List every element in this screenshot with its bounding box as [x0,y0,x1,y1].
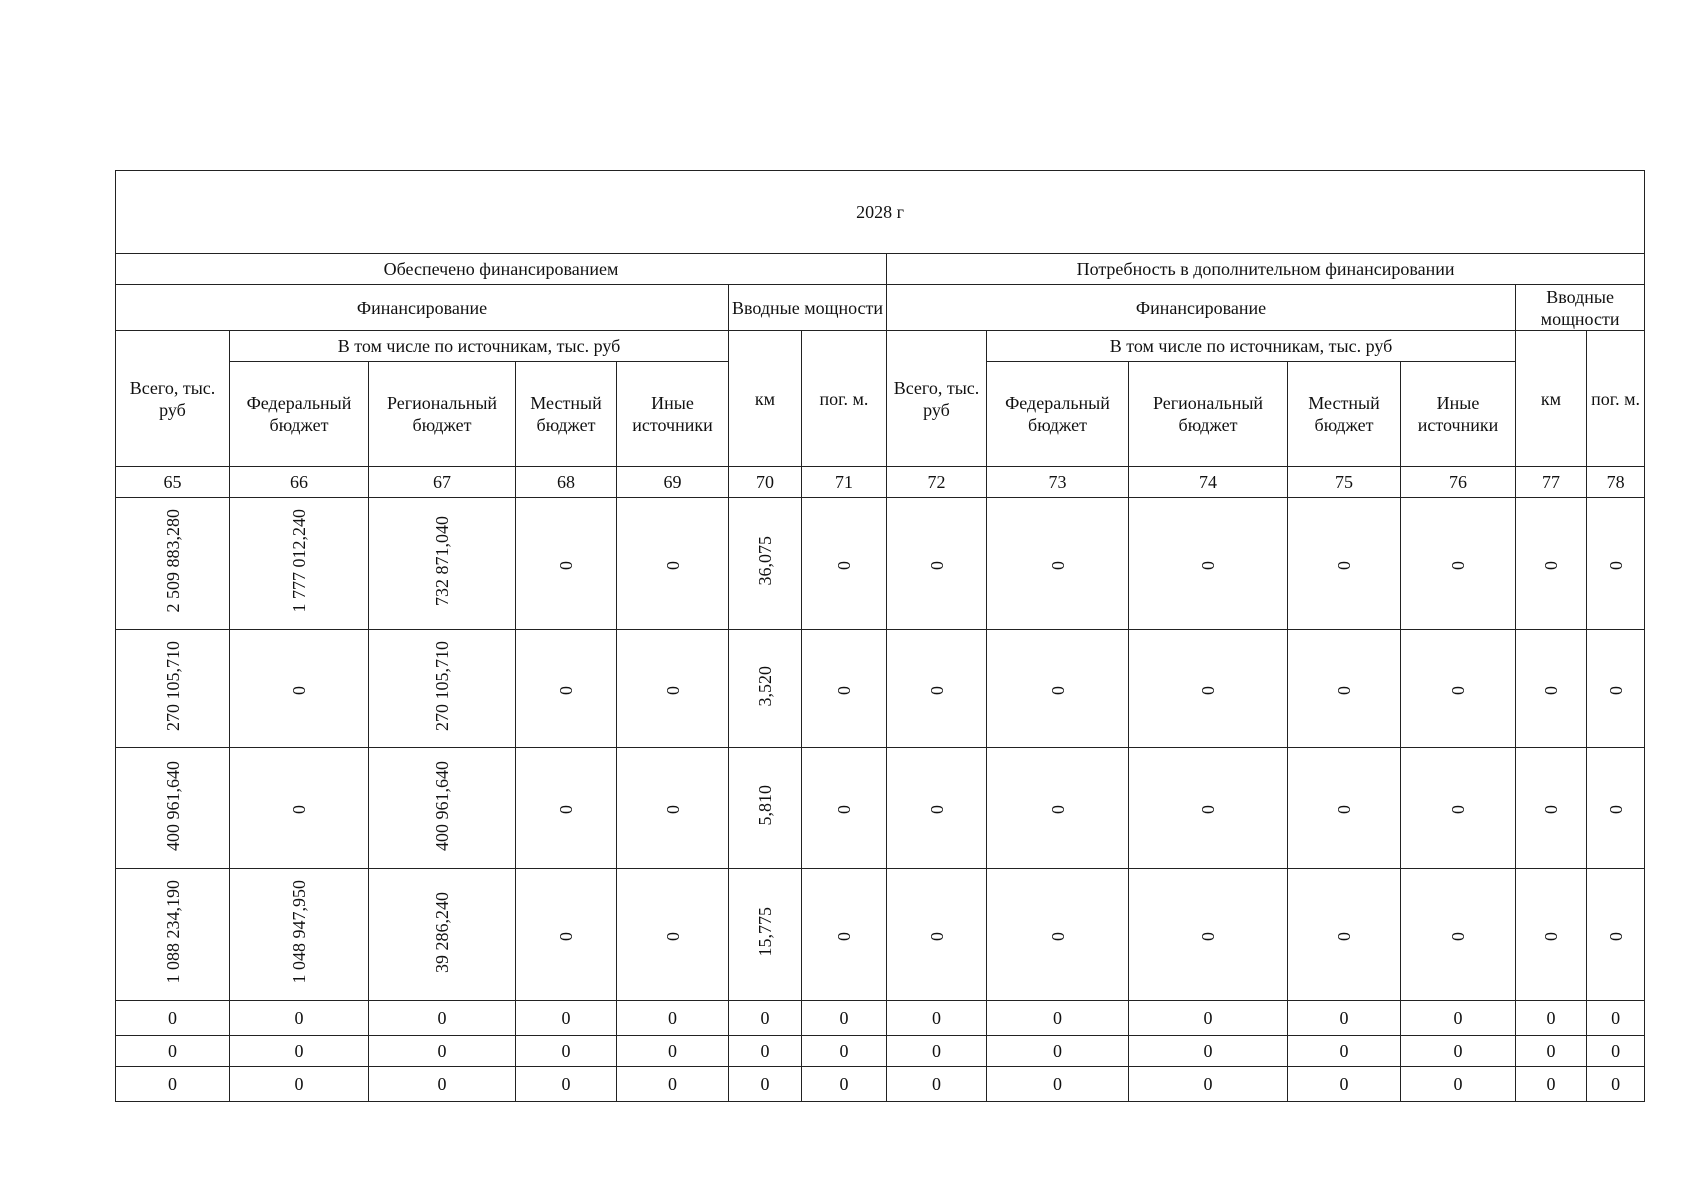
cell-value: 732 871,040 [432,516,452,606]
total-header: Всего, тыс. руб [116,331,230,467]
table-row [116,869,1645,1001]
by-sources-header: В том числе по источникам, тыс. руб [230,331,729,362]
secured-section-header: Обеспечено финансированием [116,254,887,285]
cell-value: 0 [168,1008,177,1028]
table-cell-a-pog [1587,1036,1645,1067]
cell-value: 0 [839,1008,849,1028]
table-cell-a-other [1401,748,1516,869]
cell-value: 0 [1541,931,1561,941]
pog-header-additional: пог. м. [1587,331,1645,467]
table-cell-pog [802,869,887,1001]
table-cell-local [516,630,617,748]
table-cell-a-regional [1129,748,1288,869]
table-cell-a-km [1516,498,1587,630]
cell-value: 1 777 012,240 [289,509,309,613]
cell-value: 0 [1334,560,1354,570]
cell-value: 0 [1339,1074,1349,1094]
table-cell-total [116,498,230,630]
cell-value: 0 [1198,560,1218,570]
table-cell-total [116,869,230,1001]
table-cell-km [729,748,802,869]
table-cell-a-total [887,1001,987,1036]
cell-value: 0 [437,1041,447,1061]
cell-value: 0 [1546,1074,1556,1094]
table-cell-local [516,1001,617,1036]
table-row [116,1001,1645,1036]
cell-value: 0 [1448,685,1468,695]
table-cell-a-federal [987,630,1129,748]
cell-value: 0 [1605,805,1626,814]
cell-value: 0 [1053,1074,1062,1094]
table-cell-a-total [887,630,987,748]
table-row [116,1067,1645,1102]
cell-value: 0 [662,560,683,570]
cell-value: 0 [839,1074,849,1094]
column-number: 74 [1129,467,1288,498]
table-cell-a-federal [987,1036,1129,1067]
table-cell-pog [802,1067,887,1102]
table-cell-a-local [1288,498,1401,630]
cell-value: 0 [1448,805,1468,814]
other-header: Иные источники [617,362,729,467]
table-cell-a-other [1401,630,1516,748]
cell-value: 0 [1453,1008,1463,1028]
column-number: 73 [987,467,1129,498]
cell-value: 0 [1611,1074,1621,1094]
cell-value: 0 [1448,560,1468,570]
table-cell-a-total [887,498,987,630]
cell-value: 0 [1203,1041,1213,1061]
cell-value: 0 [1541,685,1561,695]
federal-header: Федеральный бюджет [230,362,369,467]
table-cell-other [617,1036,729,1067]
cell-value: 0 [561,1074,571,1094]
table-cell-a-pog [1587,498,1645,630]
table-cell-federal [230,1036,369,1067]
cell-value: 0 [437,1074,447,1094]
cell-value: 0 [932,1041,941,1061]
table-cell-a-km [1516,748,1587,869]
cell-value: 0 [760,1008,770,1028]
table-cell-a-other [1401,869,1516,1001]
table-cell-other [617,748,729,869]
table-cell-pog [802,630,887,748]
table-cell-a-pog [1587,1001,1645,1036]
column-number: 65 [116,467,230,498]
cell-value: 0 [1047,931,1068,941]
column-number: 76 [1401,467,1516,498]
table-cell-a-total [887,748,987,869]
cell-value: 5,810 [755,785,775,826]
table-cell-federal [230,748,369,869]
cell-value: 0 [1053,1008,1062,1028]
cell-value: 39 286,240 [432,891,452,973]
cell-value: 36,075 [755,536,775,586]
table-cell-federal [230,1067,369,1102]
cell-value: 0 [561,1041,571,1061]
table-cell-regional [369,1001,516,1036]
table-cell-a-pog [1587,1067,1645,1102]
cell-value: 0 [1047,560,1068,570]
table-cell-a-km [1516,869,1587,1001]
cell-value: 0 [1334,685,1354,695]
capacity-header: Вводные мощности [729,285,887,331]
cell-value: 400 961,640 [162,760,183,851]
cell-value: 0 [1611,1008,1621,1028]
table-cell-km [729,498,802,630]
table-cell-regional [369,869,516,1001]
cell-value: 0 [1605,685,1626,695]
table-cell-km [729,1001,802,1036]
table-cell-a-pog [1587,748,1645,869]
cell-value: 0 [556,560,576,570]
table-cell-a-regional [1129,1067,1288,1102]
table-cell-pog [802,1001,887,1036]
cell-value: 0 [1047,805,1068,814]
column-number: 75 [1288,467,1401,498]
table-cell-a-regional [1129,1001,1288,1036]
table-cell-total [116,630,230,748]
year-header: 2028 г [116,171,1645,254]
cell-value: 0 [1448,931,1468,941]
table-cell-regional [369,1067,516,1102]
financing-header-additional: Финансирование [887,285,1516,331]
total-header-additional: Всего, тыс. руб [887,331,987,467]
cell-value: 3,520 [755,665,775,707]
table-cell-km [729,1036,802,1067]
local-header-additional: Местный бюджет [1288,362,1401,467]
cell-value: 400 961,640 [432,760,452,851]
cell-value: 0 [1334,805,1354,814]
regional-header-additional: Региональный бюджет [1129,362,1288,467]
table-cell-local [516,869,617,1001]
cell-value: 0 [760,1074,770,1094]
table-cell-federal [230,869,369,1001]
table-cell-other [617,630,729,748]
column-number: 72 [887,467,987,498]
table-cell-a-local [1288,630,1401,748]
cell-value: 0 [926,805,947,814]
cell-value: 270 105,710 [432,641,452,731]
table-cell-a-other [1401,1001,1516,1036]
data-rows [116,498,1645,1102]
cell-value: 0 [1198,805,1218,814]
cell-value: 0 [289,685,309,695]
table-cell-a-local [1288,1001,1401,1036]
cell-value: 0 [556,685,576,695]
cell-value: 270 105,710 [162,641,183,731]
table-cell-local [516,1036,617,1067]
table-cell-a-pog [1587,869,1645,1001]
column-number: 69 [617,467,729,498]
cell-value: 0 [1546,1008,1556,1028]
cell-value: 0 [1541,560,1561,570]
cell-value: 0 [1203,1008,1213,1028]
column-number: 71 [802,467,887,498]
by-sources-header-additional: В том числе по источникам, тыс. руб [987,331,1516,362]
table-cell-a-local [1288,869,1401,1001]
pog-header: пог. м. [802,331,887,467]
cell-value: 0 [1334,931,1354,941]
table-cell-km [729,630,802,748]
table-cell-federal [230,630,369,748]
table-cell-regional [369,630,516,748]
column-number: 67 [369,467,516,498]
table-cell-a-regional [1129,1036,1288,1067]
cell-value: 0 [834,931,854,941]
table-cell-total [116,1067,230,1102]
cell-value: 0 [1611,1041,1621,1061]
table-cell-km [729,1067,802,1102]
cell-value: 0 [668,1041,677,1061]
table-cell-regional [369,748,516,869]
table-cell-a-other [1401,498,1516,630]
cell-value: 2 509 883,280 [162,509,183,613]
table-cell-a-total [887,1067,987,1102]
column-number: 78 [1587,467,1645,498]
table-cell-other [617,869,729,1001]
km-header: км [729,331,802,467]
table-cell-a-local [1288,1036,1401,1067]
column-number: 68 [516,467,617,498]
financing-table [115,170,1645,1102]
table-cell-regional [369,498,516,630]
cell-value: 1 088 234,190 [162,880,183,984]
table-cell-a-total [887,1036,987,1067]
cell-value: 0 [1546,1041,1556,1061]
federal-header-additional: Федеральный бюджет [987,362,1129,467]
cell-value: 0 [1198,685,1218,695]
table-cell-a-regional [1129,869,1288,1001]
cell-value: 0 [834,560,854,570]
table-cell-a-local [1288,748,1401,869]
table-cell-total [116,1036,230,1067]
cell-value: 0 [662,685,683,695]
cell-value: 0 [760,1041,770,1061]
cell-value: 0 [834,685,854,695]
table-cell-other [617,1067,729,1102]
cell-value: 0 [294,1074,304,1094]
cell-value: 0 [289,805,309,814]
column-number: 77 [1516,467,1587,498]
table-cell-a-federal [987,498,1129,630]
capacity-header-additional: Вводные мощности [1516,285,1645,331]
cell-value: 0 [556,805,576,814]
cell-value: 0 [1453,1041,1463,1061]
cell-value: 0 [168,1074,177,1094]
cell-value: 0 [1605,560,1626,570]
cell-value: 0 [1453,1074,1463,1094]
financing-header: Финансирование [116,285,729,331]
cell-value: 0 [561,1008,571,1028]
table-cell-a-local [1288,1067,1401,1102]
cell-value: 0 [926,931,947,941]
table-cell-other [617,498,729,630]
table-cell-km [729,869,802,1001]
cell-value: 1 048 947,950 [289,880,309,984]
local-header: Местный бюджет [516,362,617,467]
cell-value: 0 [1047,685,1068,695]
table-cell-a-regional [1129,630,1288,748]
cell-value: 0 [294,1008,304,1028]
table-cell-a-pog [1587,630,1645,748]
cell-value: 0 [1053,1041,1062,1061]
table-cell-federal [230,1001,369,1036]
table-cell-local [516,498,617,630]
cell-value: 0 [668,1074,677,1094]
cell-value: 0 [1339,1008,1349,1028]
table-cell-a-other [1401,1036,1516,1067]
cell-value: 0 [926,560,947,570]
cell-value: 0 [1541,805,1561,814]
table-cell-a-federal [987,1067,1129,1102]
table-cell-local [516,748,617,869]
table-cell-a-regional [1129,498,1288,630]
table-cell-federal [230,498,369,630]
table-cell-local [516,1067,617,1102]
table-cell-a-federal [987,748,1129,869]
column-number: 66 [230,467,369,498]
cell-value: 0 [437,1008,447,1028]
cell-value: 0 [662,805,683,814]
table-cell-a-km [1516,1067,1587,1102]
table-cell-regional [369,1036,516,1067]
table-cell-total [116,748,230,869]
cell-value: 0 [932,1008,941,1028]
table-cell-a-km [1516,1036,1587,1067]
cell-value: 0 [1198,931,1218,941]
cell-value: 0 [932,1074,941,1094]
table-cell-pog [802,498,887,630]
table-cell-a-federal [987,869,1129,1001]
additional-section-header: Потребность в дополнительном финансировании [887,254,1645,285]
table-cell-a-km [1516,630,1587,748]
table-cell-a-km [1516,1001,1587,1036]
cell-value: 0 [556,931,576,941]
cell-value: 0 [294,1041,304,1061]
column-numbers-row [116,467,1645,498]
cell-value: 0 [926,685,947,695]
cell-value: 0 [834,805,854,814]
table-cell-pog [802,748,887,869]
cell-value: 15,775 [755,907,775,957]
cell-value: 0 [1203,1074,1213,1094]
cell-value: 0 [662,931,683,941]
column-number: 70 [729,467,802,498]
table-cell-total [116,1001,230,1036]
cell-value: 0 [668,1008,677,1028]
table-row [116,498,1645,630]
cell-value: 0 [1339,1041,1349,1061]
other-header-additional: Иные источники [1401,362,1516,467]
table-cell-pog [802,1036,887,1067]
table-cell-other [617,1001,729,1036]
table-row [116,1036,1645,1067]
cell-value: 0 [168,1041,177,1061]
cell-value: 0 [839,1041,849,1061]
table-row [116,748,1645,869]
cell-value: 0 [1605,931,1626,941]
km-header-additional: км [1516,331,1587,467]
table-cell-a-other [1401,1067,1516,1102]
table-row [116,630,1645,748]
regional-header: Региональный бюджет [369,362,516,467]
table-cell-a-total [887,869,987,1001]
table-cell-a-federal [987,1001,1129,1036]
